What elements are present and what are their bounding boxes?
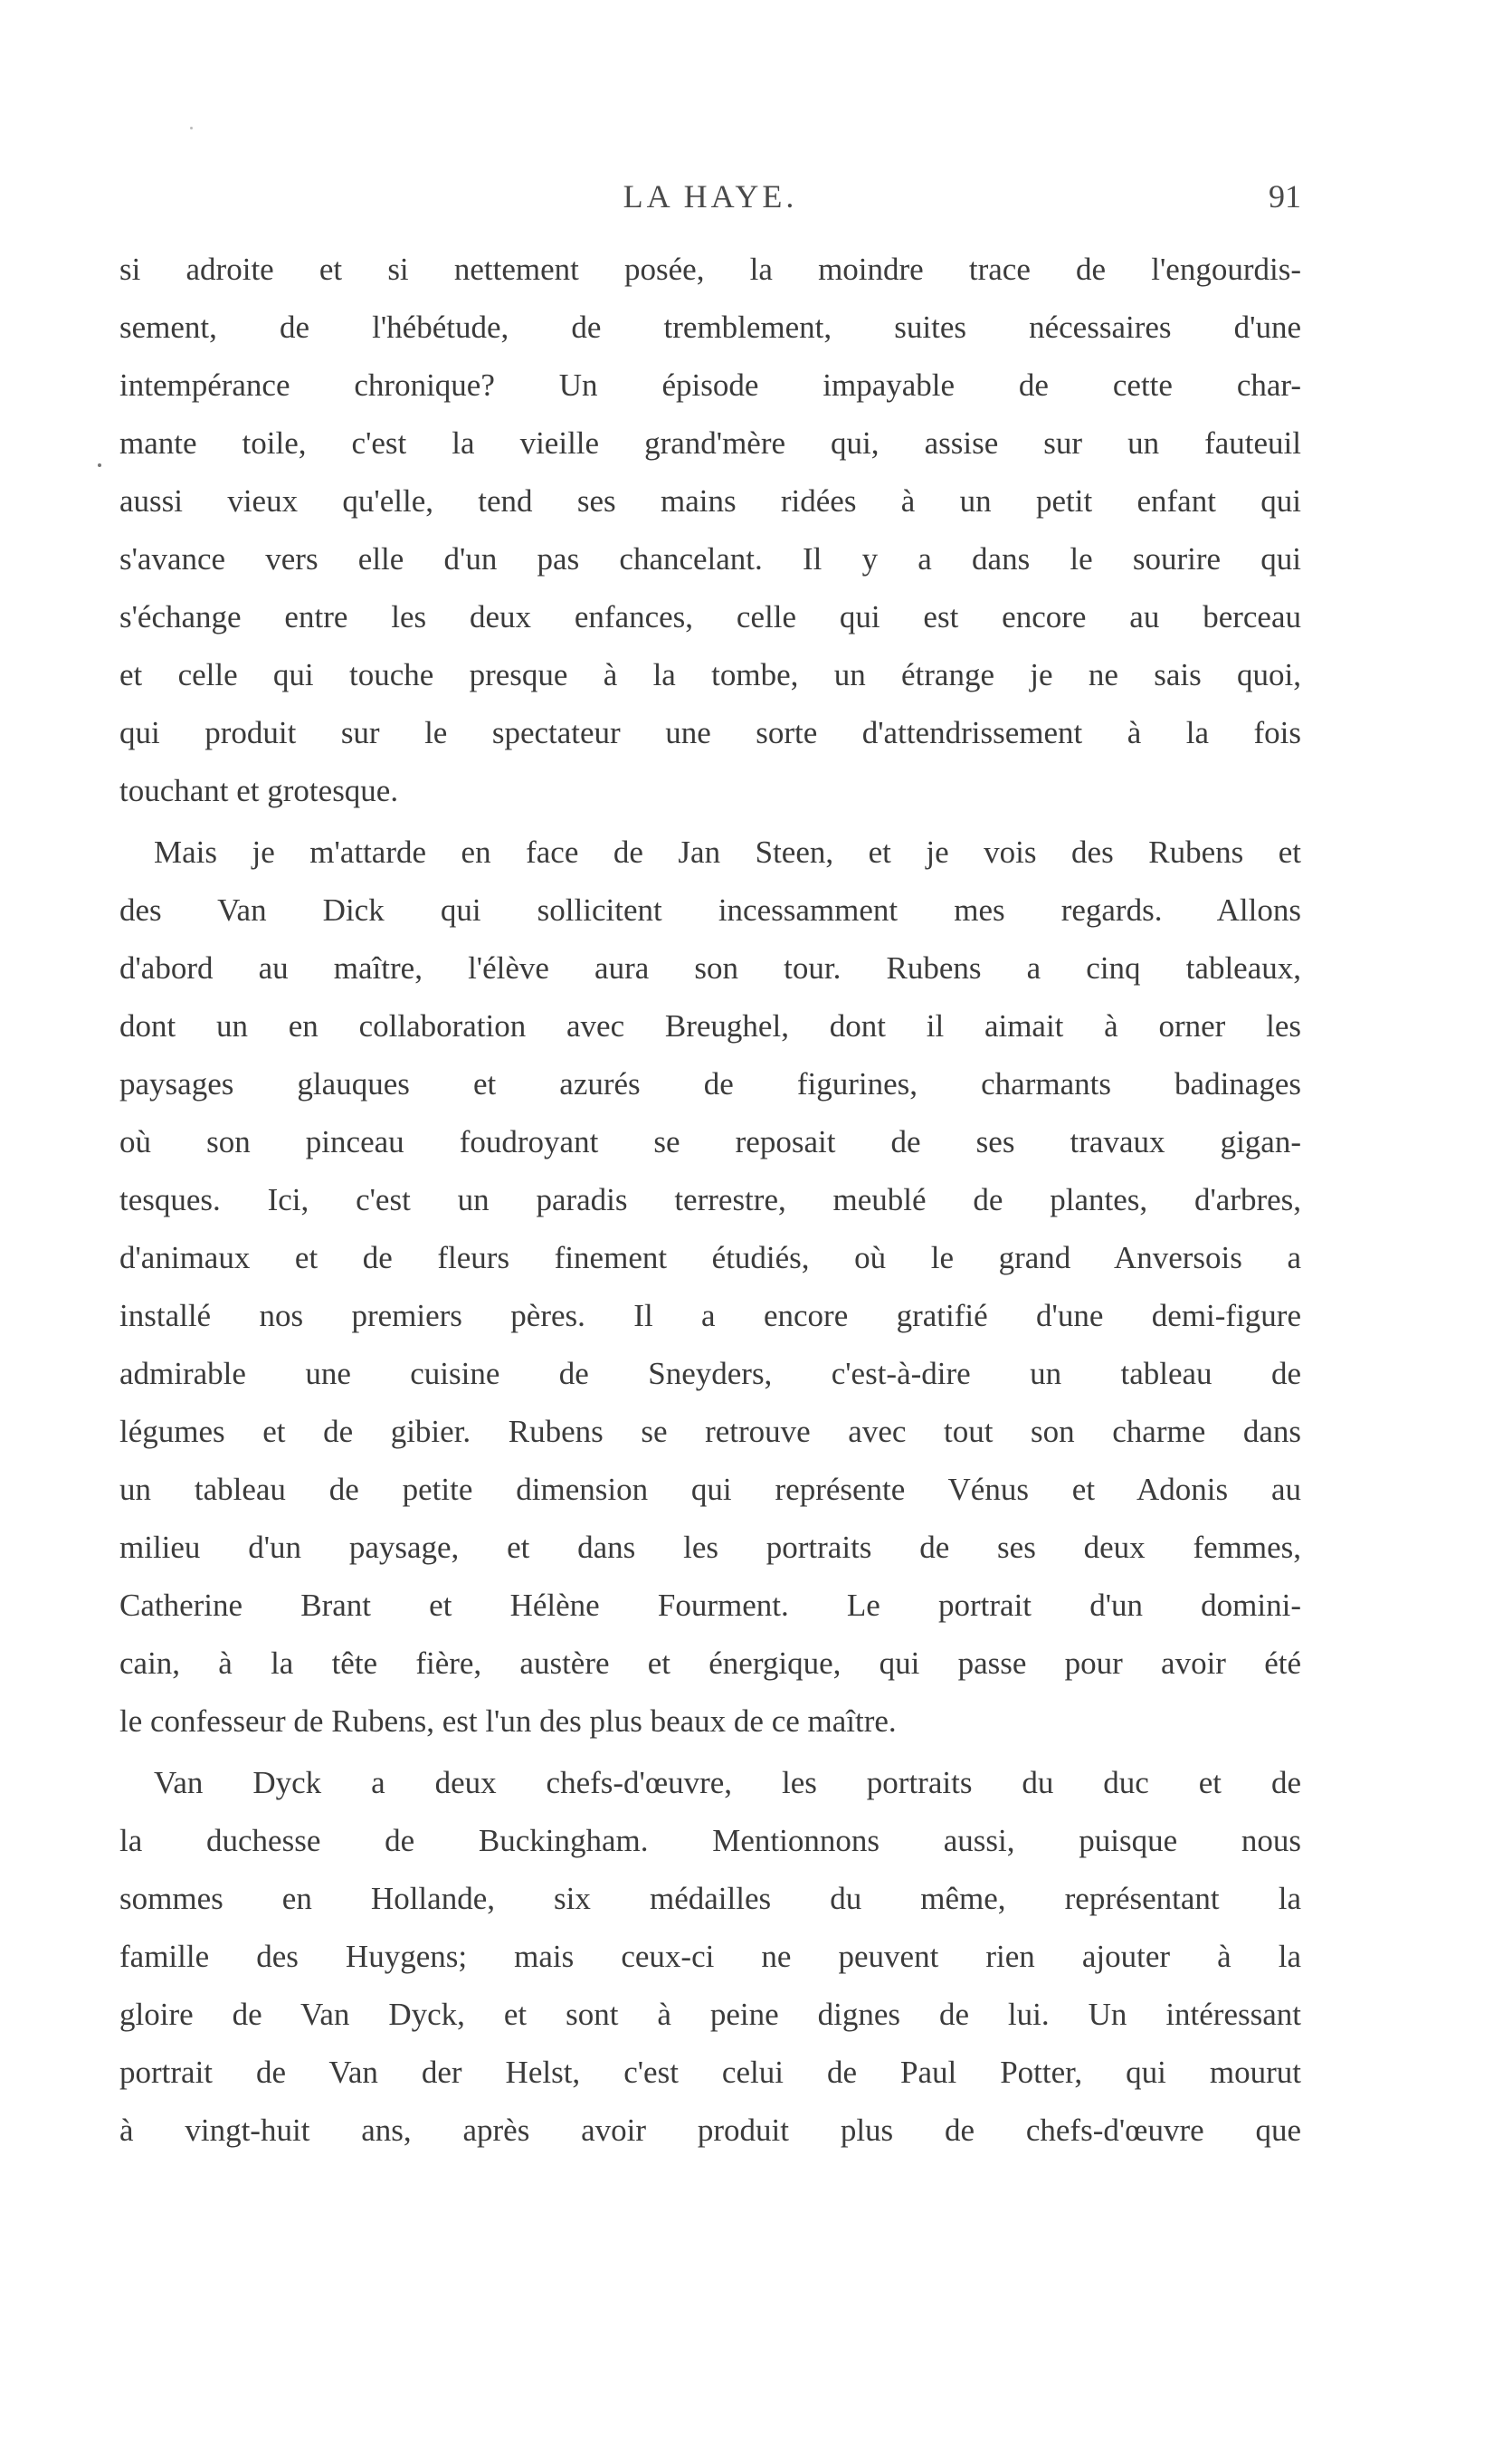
- text-line: d'animaux et de fleurs finement étudiés, où le grand Anversois a: [119, 1240, 1301, 1275]
- text-line: Catherine Brant et Hélène Fourment. Le portrait d'un domini-: [119, 1588, 1301, 1623]
- page-number: 91: [1269, 178, 1301, 215]
- text-line: Van Dyck a deux chefs-d'œuvre, les portraits du duc et de: [154, 1765, 1301, 1800]
- text-line: paysages glauques et azurés de figurines, charmants badinages: [119, 1066, 1301, 1102]
- text-line: s'avance vers elle d'un pas chancelant. Il y a dans le sourire qui: [119, 541, 1301, 577]
- text-line: à vingt-huit ans, après avoir produit plus de chefs-d'œuvre que: [119, 2113, 1301, 2148]
- text-line: gloire de Van Dyck, et sont à peine dignes de lui. Un intéressant: [119, 1997, 1301, 2032]
- running-header: [119, 177, 1301, 232]
- margin-mark: [98, 463, 101, 467]
- text-line: et celle qui touche presque à la tombe, un étrange je ne sais quoi,: [119, 657, 1301, 692]
- text-line: tesques. Ici, c'est un paradis terrestre, meublé de plantes, d'arbres,: [119, 1182, 1301, 1217]
- text-line: portrait de Van der Helst, c'est celui de Paul Potter, qui mourut: [119, 2055, 1301, 2090]
- text-line: aussi vieux qu'elle, tend ses mains ridées à un petit enfant qui: [119, 483, 1301, 519]
- text-line: où son pinceau foudroyant se reposait de ses travaux gigan-: [119, 1124, 1301, 1159]
- text-line: intempérance chronique? Un épisode impayable de cette char-: [119, 367, 1301, 403]
- text-line: admirable une cuisine de Sneyders, c'est-à-dire un tableau de: [119, 1356, 1301, 1391]
- text-line: la duchesse de Buckingham. Mentionnons aussi, puisque nous: [119, 1823, 1301, 1858]
- text-line: d'abord au maître, l'élève aura son tour. Rubens a cinq tableaux,: [119, 950, 1301, 986]
- text-line: famille des Huygens; mais ceux-ci ne peuvent rien ajouter à la: [119, 1939, 1301, 1974]
- text-line: si adroite et si nettement posée, la moindre trace de l'engourdis-: [119, 252, 1301, 287]
- text-line: dont un en collaboration avec Breughel, dont il aimait à orner les: [119, 1008, 1301, 1044]
- body-text: [119, 241, 1301, 2160]
- text-line: légumes et de gibier. Rubens se retrouve avec tout son charme dans: [119, 1414, 1301, 1449]
- text-line: mante toile, c'est la vieille grand'mère qui, assise sur un fauteuil: [119, 425, 1301, 461]
- text-line: sement, de l'hébétude, de tremblement, suites nécessaires d'une: [119, 310, 1301, 345]
- paper-speck: [190, 127, 193, 129]
- text-line: le confesseur de Rubens, est l'un des plus beaux de ce maître.: [119, 1703, 897, 1739]
- text-line: s'échange entre les deux enfances, celle qui est encore au berceau: [119, 599, 1301, 634]
- text-line: cain, à la tête fière, austère et énergique, qui passe pour avoir été: [119, 1645, 1301, 1681]
- text-line: sommes en Hollande, six médailles du même, représentant la: [119, 1881, 1301, 1916]
- text-line: Mais je m'attarde en face de Jan Steen, et je vois des Rubens et: [154, 835, 1301, 870]
- text-line: un tableau de petite dimension qui représente Vénus et Adonis au: [119, 1472, 1301, 1507]
- text-line: touchant et grotesque.: [119, 773, 399, 808]
- text-line: qui produit sur le spectateur une sorte d'attendrissement à la fois: [119, 715, 1301, 750]
- text-line: installé nos premiers pères. Il a encore gratifié d'une demi-figure: [119, 1298, 1301, 1333]
- page-header-title: LA HAYE.: [623, 178, 798, 215]
- text-line: des Van Dick qui sollicitent incessamment mes regards. Allons: [119, 892, 1301, 928]
- text-line: milieu d'un paysage, et dans les portraits de ses deux femmes,: [119, 1530, 1301, 1565]
